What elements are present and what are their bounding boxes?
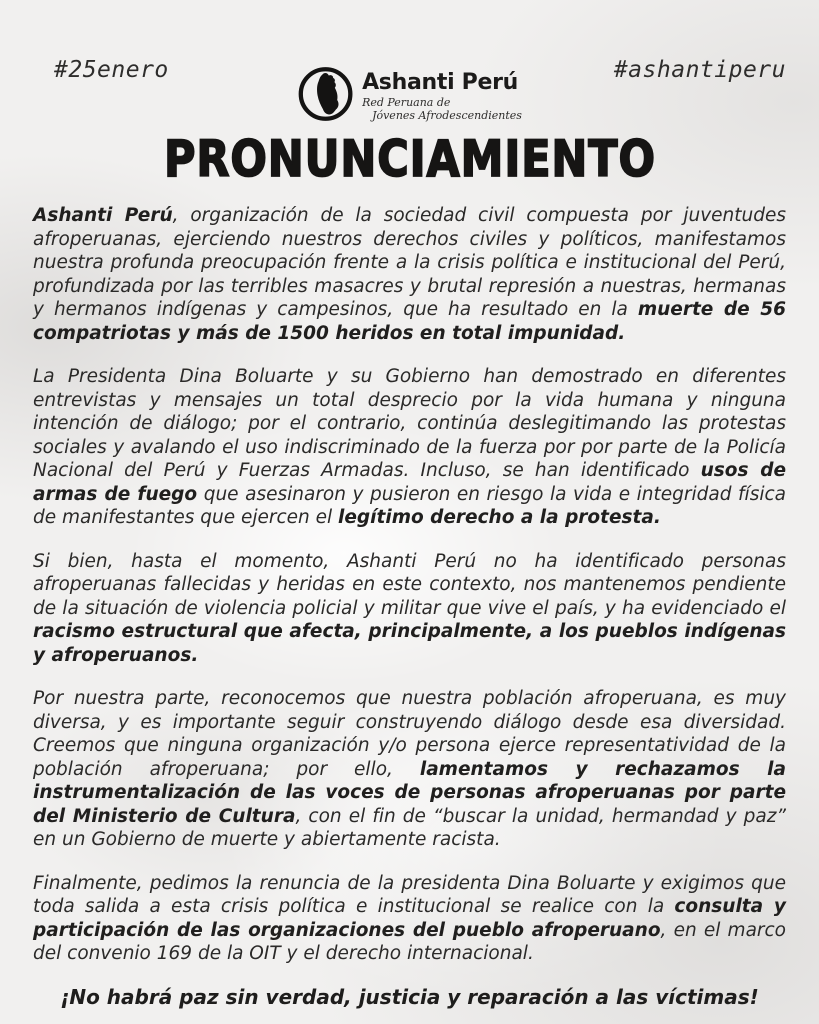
title-wrap: [0, 131, 819, 187]
logo-wordmark: [362, 64, 522, 122]
logo-subtitle-line1: Red Peruana de: [362, 96, 451, 109]
peru-map-in-circle-icon: [297, 66, 353, 122]
logo-name: Ashanti Perú: [362, 70, 519, 95]
statement-body: [33, 204, 786, 1009]
closing-slogan: ¡No habrá paz sin verdad, justicia y reparación a las víctimas!: [60, 984, 759, 1009]
ashanti-peru-logo: [297, 64, 522, 122]
page-title: PRONUNCIAMIENTO: [163, 130, 656, 188]
statement-paragraph: Por nuestra parte, reconocemos que nuestra población afroperuana, es muy diversa, y es importante seguir construyendo diálogo desde esa diversidad. Creemos que ninguna organización y/o persona ejerce representatividad de la población afroperuana; por ello, lamentamos y rechazamos la instrumentalización de las voces de personas afroperuanas por parte del Ministerio de Cultura, con el fin de “buscar la unidad, hermandad y paz” en un Gobierno de muerte y abiertamente racista.: [33, 688, 786, 850]
hashtag-left: #25enero: [54, 57, 169, 83]
hashtag-right: #ashantiperu: [613, 57, 786, 83]
statement-paragraph: La Presidenta Dina Boluarte y su Gobierno han demostrado en diferentes entrevistas y mensajes un total desprecio por la vida humana y ninguna intención de diálogo; por el contrario, continúa deslegitimando las protestas sociales y avalando el uso indiscriminado de la fuerza por por parte de la Policía Nacional del Perú y Fuerzas Armadas. Incluso, se han identificado usos de armas de fuego que asesinaron y pusieron en riesgo la vida e integridad física de manifestantes que ejercen el legítimo derecho a la protesta.: [33, 366, 786, 528]
statement-paragraph: Finalmente, pedimos la renuncia de la presidenta Dina Boluarte y exigimos que toda salida a esta crisis política e institucional se realice con la consulta y participación de las organizaciones del pueblo afroperuano, en el marco del convenio 169 de la OIT y el derecho internacional.: [33, 872, 787, 964]
statement-paragraph: Ashanti Perú, organización de la sociedad civil compuesta por juventudes afroperuanas, ejerciendo nuestros derechos civiles y políticos, manifestamos nuestra profunda preocupación frente a la crisis política e institucional del Perú, profundizada por las terribles masacres y brutal represión a nuestras, hermanas y hermanos indígenas y campesinos, que ha resultado en la muerte de 56 compatriotas y más de 1500 heridos en total impunidad.: [33, 205, 786, 344]
statement-paragraph: Si bien, hasta el momento, Ashanti Perú no ha identificado personas afroperuanas fallecidas y heridas en este contexto, nos mantenemos pendiente de la situación de violencia policial y militar que vive el país, y ha evidenciado el racismo estructural que afecta, principalmente, a los pueblos indígenas y afroperuanos.: [33, 550, 786, 666]
logo-subtitle-line2: Jóvenes Afrodescendientes: [372, 109, 522, 122]
